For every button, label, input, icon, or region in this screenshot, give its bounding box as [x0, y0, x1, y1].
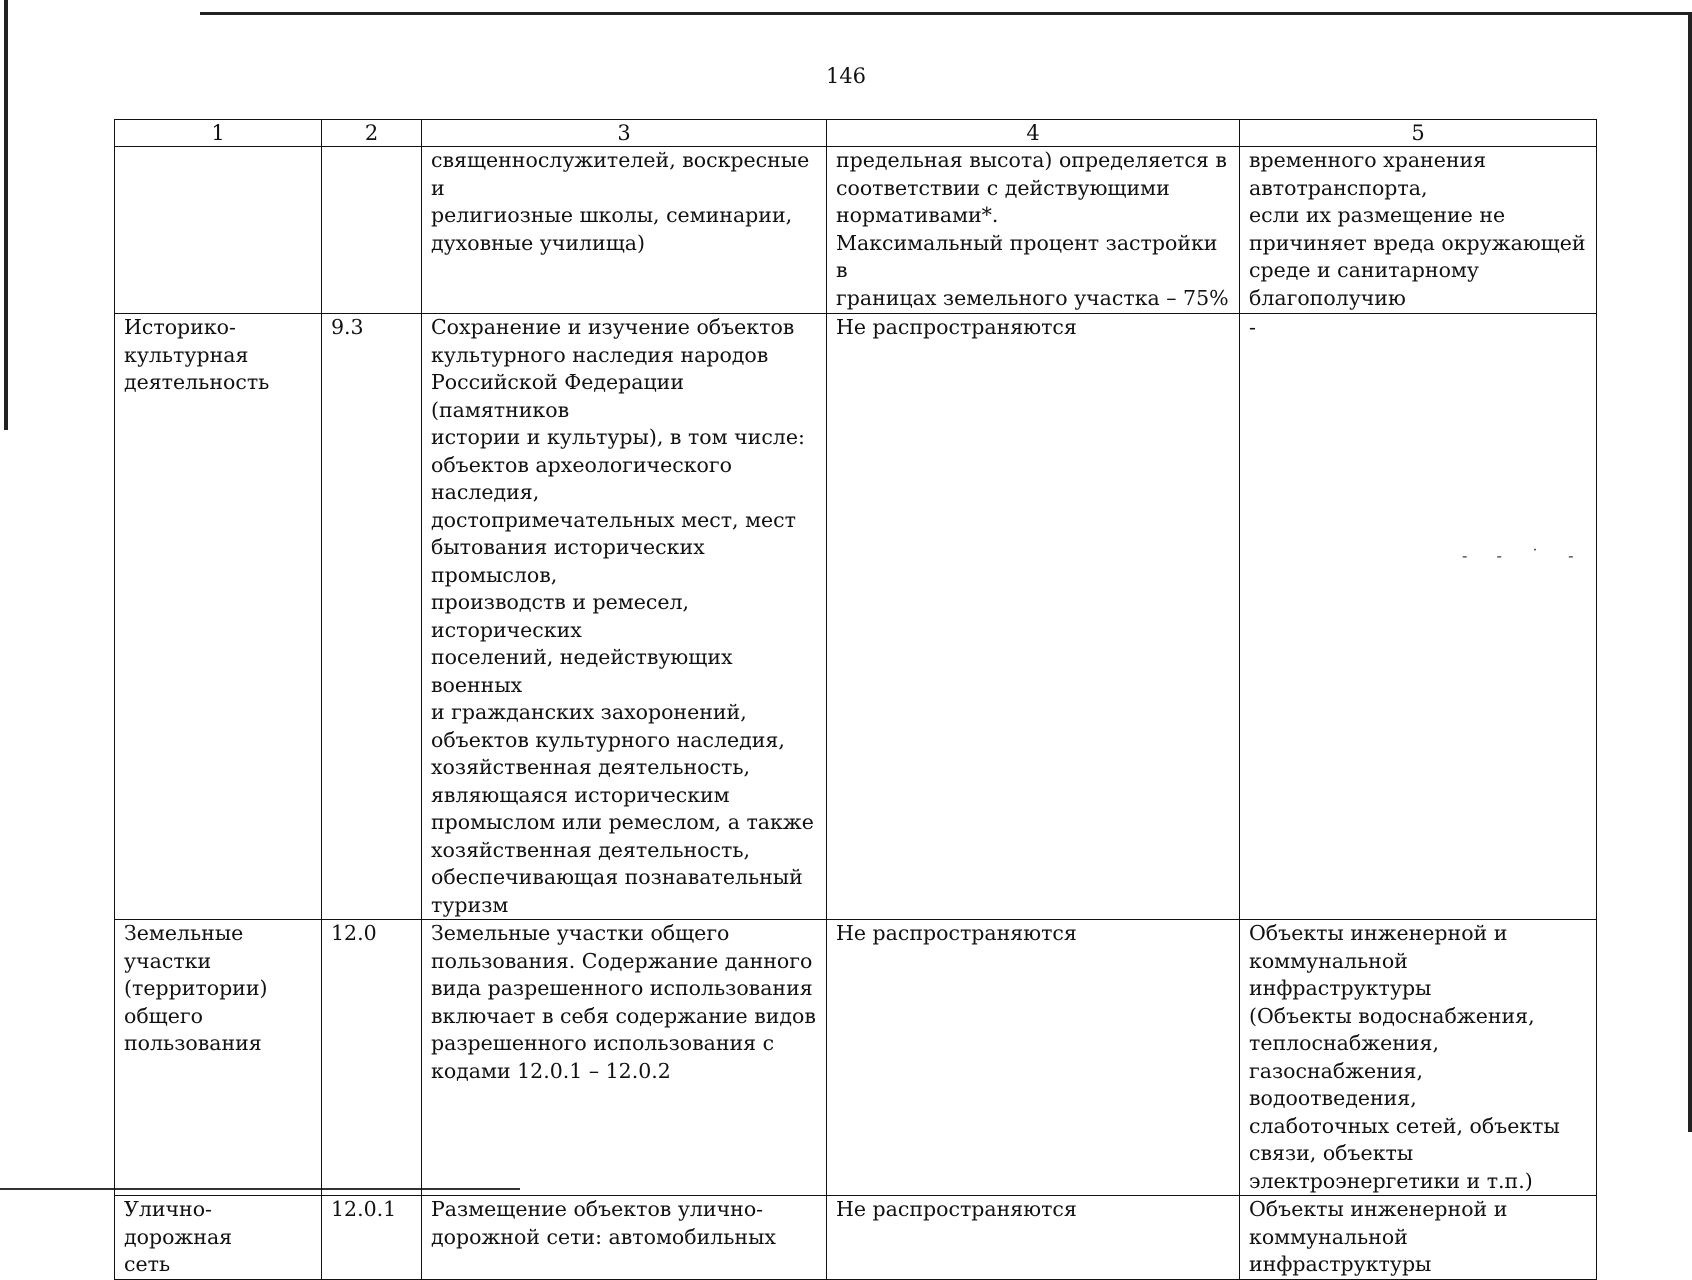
column-number-3: 3 — [422, 120, 827, 147]
cell-auxiliary-uses — [1240, 147, 1597, 314]
cell-parameters — [827, 920, 1240, 1196]
cell-text: 12.0.1 — [331, 1197, 397, 1221]
cell-use-description — [422, 920, 827, 1196]
column-number-1: 1 — [115, 120, 322, 147]
cell-text: Не распространяются — [836, 315, 1077, 339]
cell-use-description — [422, 147, 827, 314]
cell-use-name — [115, 314, 322, 920]
cell-parameters — [827, 314, 1240, 920]
cell-use-description — [422, 1196, 827, 1280]
cell-text: 12.0 — [331, 921, 377, 945]
cell-text: Улично-дорожная сеть — [124, 1197, 233, 1276]
scan-artifact-marks: - - ˙ - — [1462, 546, 1586, 565]
cell-text: Земельные участки (территории) общего пользования — [124, 921, 268, 1055]
cell-parameters — [827, 1196, 1240, 1280]
cell-text: Не распространяются — [836, 921, 1077, 945]
cell-use-code — [322, 314, 422, 920]
cell-use-code — [322, 920, 422, 1196]
cell-auxiliary-uses — [1240, 1196, 1597, 1280]
cell-text: Размещение объектов улично- дорожной сети: автомобильных — [431, 1197, 776, 1249]
cell-use-code — [322, 147, 422, 314]
zoning-table — [114, 119, 1597, 1280]
cell-text: Земельные участки общего пользования. Содержание данного вида разрешенного использования включает в себя содержание видов разрешенного использования с кодами 12.0.1 – 12.0.2 — [431, 921, 816, 1083]
cell-text: 9.3 — [331, 315, 364, 339]
cell-use-description — [422, 314, 827, 920]
cell-use-code — [322, 1196, 422, 1280]
cell-use-name — [115, 920, 322, 1196]
cell-text: - — [1249, 315, 1256, 339]
table-header-row — [115, 120, 1597, 147]
cell-auxiliary-uses — [1240, 920, 1597, 1196]
cell-use-name — [115, 1196, 322, 1280]
cell-text: временного хранения автотранспорта, если их размещение не причиняет вреда окружающей среде и санитарному благополучию — [1249, 148, 1586, 310]
cell-text: предельная высота) определяется в соответствии с действующими нормативами*. Максимальный процент застройки в границах земельного участка – 75% — [836, 148, 1229, 310]
cell-text: Историко- культурная деятельность — [124, 315, 270, 394]
cell-use-name — [115, 147, 322, 314]
column-number-2: 2 — [322, 120, 422, 147]
cell-text: священнослужителей, воскресные и религиозные школы, семинарии, духовные училища) — [431, 148, 810, 255]
table-row — [115, 147, 1597, 314]
cell-parameters — [827, 147, 1240, 314]
table-row — [115, 314, 1597, 920]
scan-edge-right — [1688, 12, 1692, 1132]
cell-auxiliary-uses — [1240, 314, 1597, 920]
scan-edge-top — [200, 0, 1692, 15]
page-number: 146 — [825, 64, 867, 88]
table-row — [115, 920, 1597, 1196]
column-number-4: 4 — [827, 120, 1240, 147]
cell-text: Объекты инженерной и коммунальной инфраструктуры (Объекты водоснабжения, теплоснабжения, газоснабжения, водоотведения, слаботочных сетей, объекты связи, объекты электроэнергетики и т.п.) — [1249, 921, 1560, 1193]
cell-text: Сохранение и изучение объектов культурного наследия народов Российской Федерации (памятников истории и культуры), в том числе: объектов археологического наследия, достопримечательных мест, мест бытования исторических промыслов, производств и ремесел, исторических поселений, недействующих военных и гражданских захоронений, объектов культурного наследия, хозяйственная деятельность, являющаяся историческим промыслом или ремеслом, а также хозяйственная деятельность, обеспечивающая познавательный туризм — [431, 315, 814, 917]
cell-text: Объекты инженерной и коммунальной инфраструктуры — [1249, 1197, 1508, 1276]
table-row — [115, 1196, 1597, 1280]
cell-text: Не распространяются — [836, 1197, 1077, 1221]
column-number-5: 5 — [1240, 120, 1597, 147]
